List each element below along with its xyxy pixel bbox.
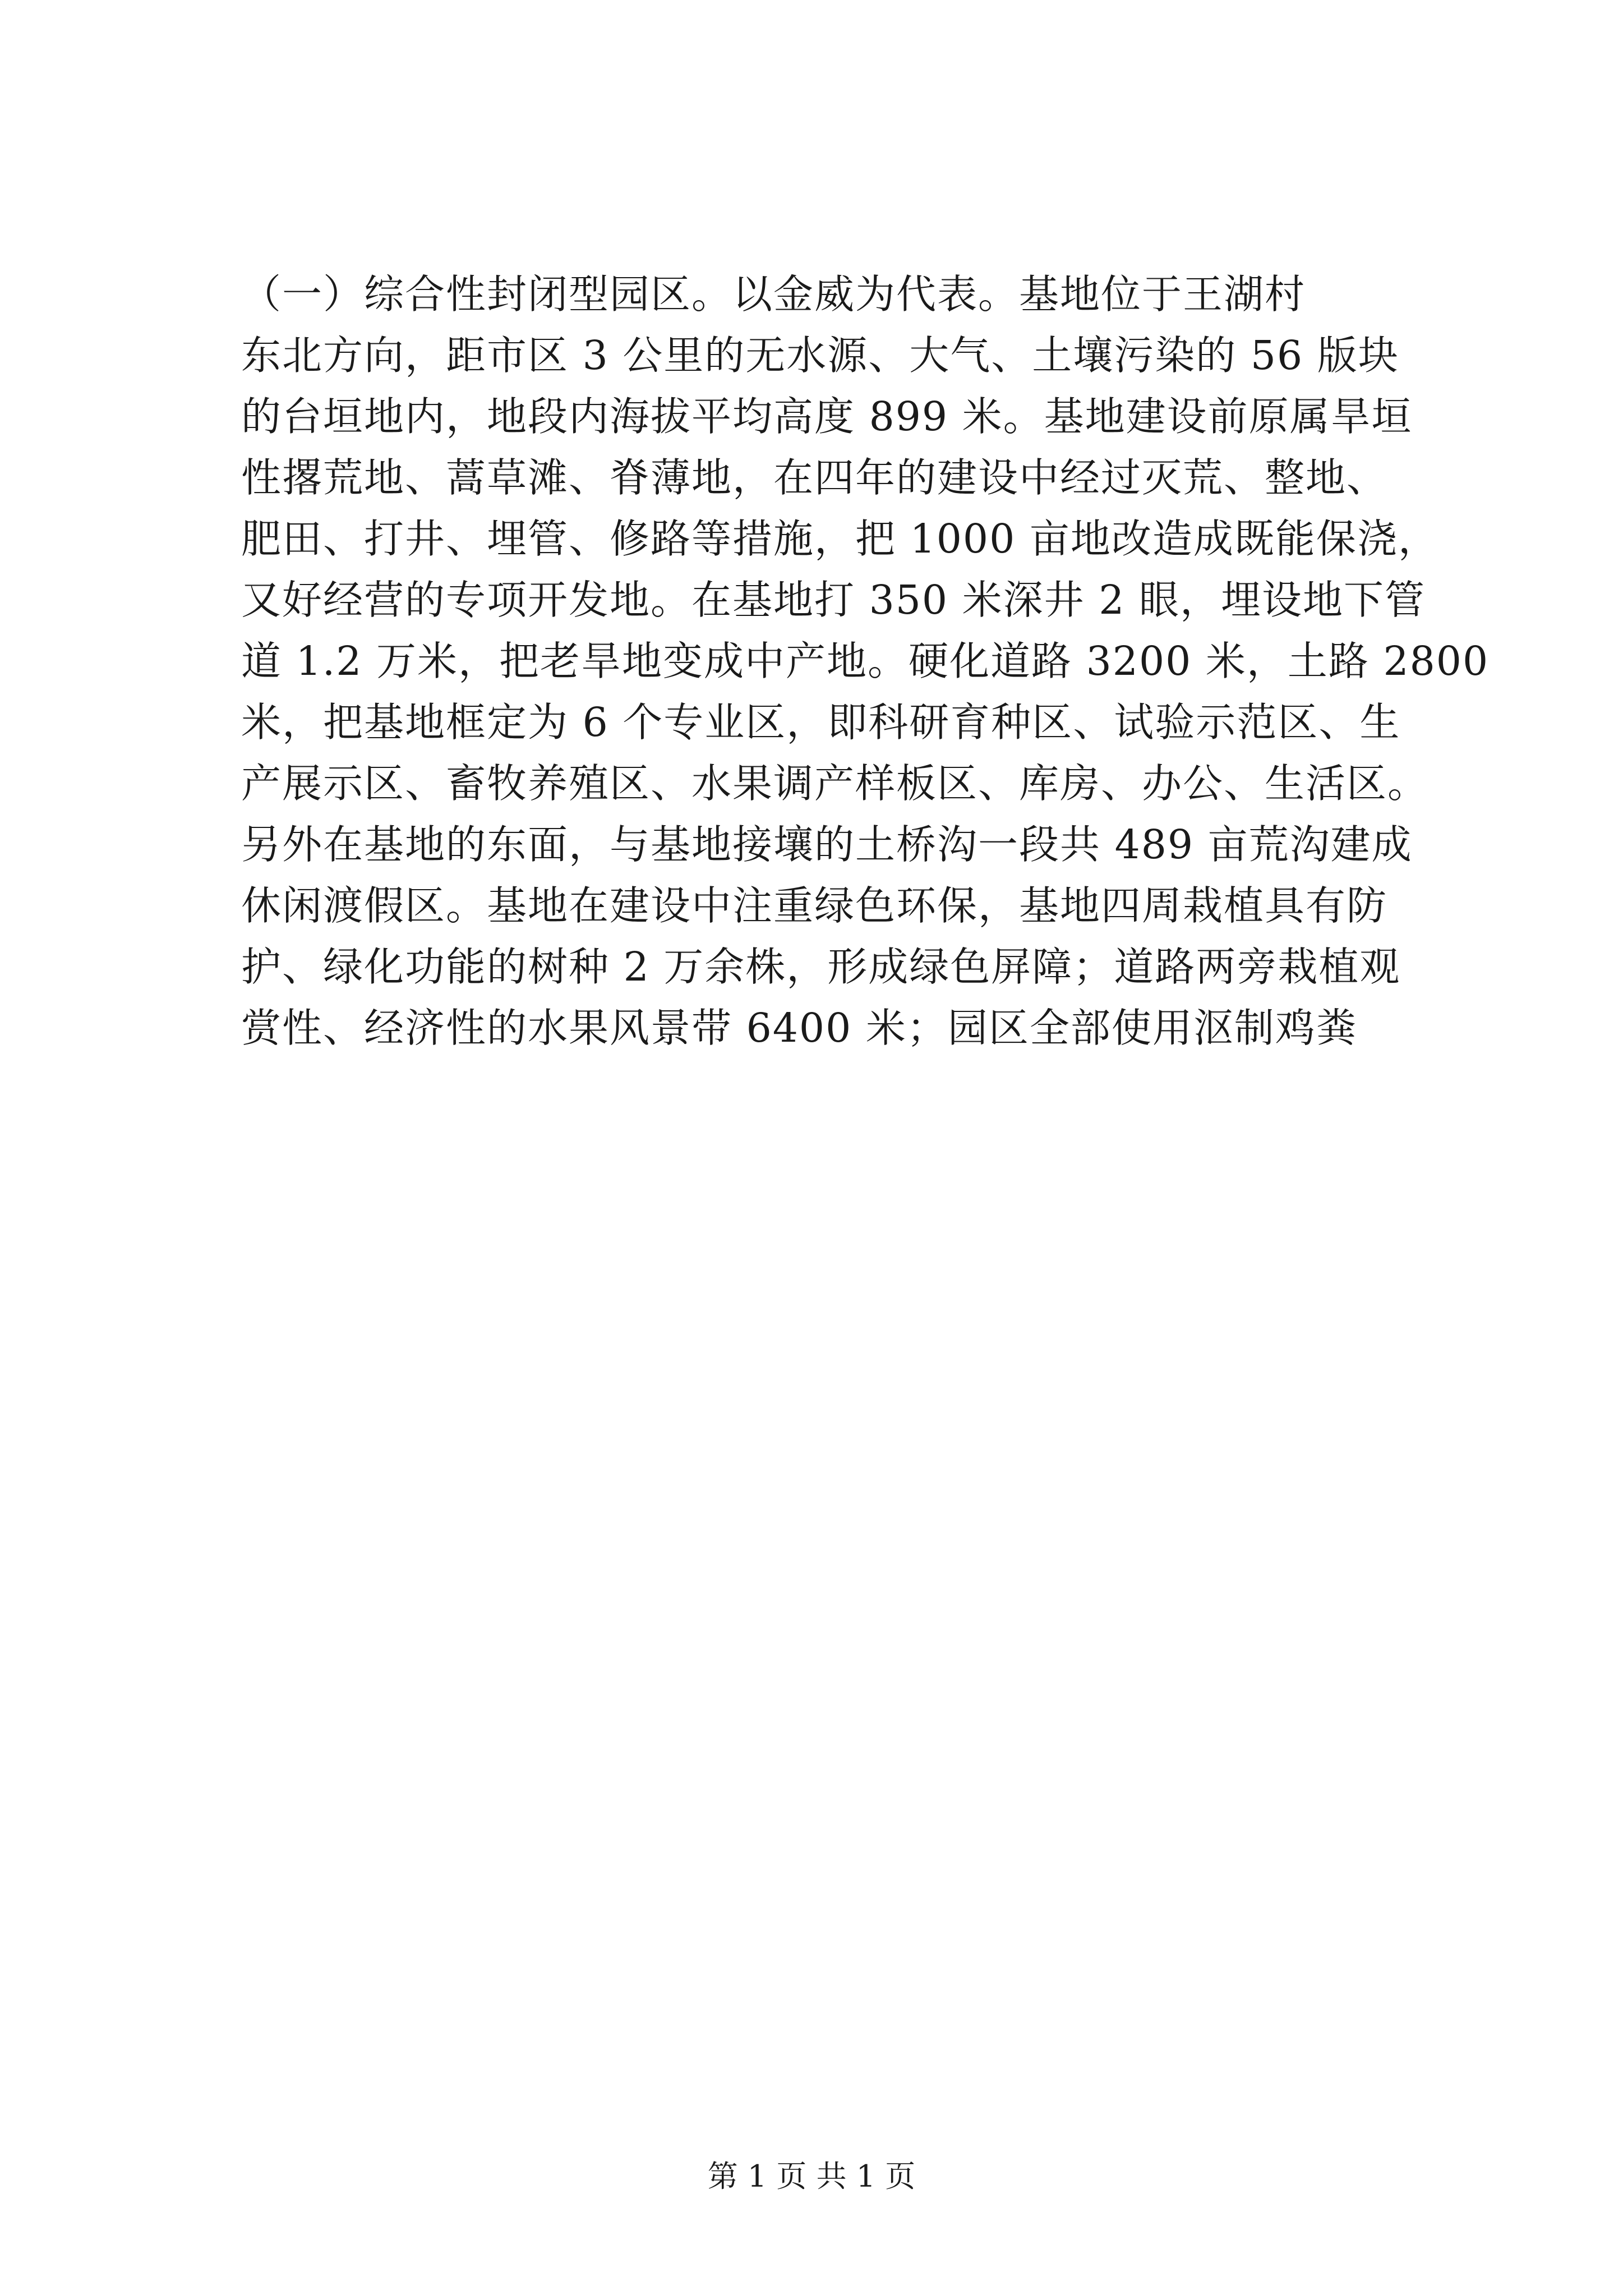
paragraph-line: 产展示区、畜牧养殖区、水果调产样板区、库房、办公、生活区。 — [241, 760, 1429, 807]
paragraph-line: 肥田、打井、埋管、修路等措施，把 1000 亩地改造成既能保浇， — [241, 516, 1439, 562]
paragraph-line: 另外在基地的东面，与基地接壤的土桥沟一段共 489 亩荒沟建成 — [241, 821, 1413, 868]
paragraph-line: 护、绿化功能的树种 2 万余株，形成绿色屏障；道路两旁栽植观 — [241, 944, 1401, 990]
paragraph-line: （一）综合性封闭型园区。以金威为代表。基地位于王湖村 — [241, 271, 1306, 318]
paragraph-line: 休闲渡假区。基地在建设中注重绿色环保，基地四周栽植具有防 — [241, 882, 1388, 929]
paragraph-line: 的台垣地内，地段内海拔平均高度 899 米。基地建设前原属旱垣 — [241, 393, 1413, 440]
paragraph-line: 赏性、经济性的水果风景带 6400 米；园区全部使用沤制鸡粪 — [241, 1005, 1357, 1051]
paragraph-line: 米，把基地框定为 6 个专业区，即科研育种区、试验示范区、生 — [241, 699, 1401, 746]
paragraph-line: 又好经营的专项开发地。在基地打 350 米深井 2 眼，埋设地下管 — [241, 577, 1426, 623]
paragraph-line: 东北方向，距市区 3 公里的无水源、大气、土壤污染的 56 版块 — [241, 332, 1399, 379]
page-number-footer: 第 1 页 共 1 页 — [707, 2159, 916, 2194]
paragraph-line: 性撂荒地、蒿草滩、脊薄地，在四年的建设中经过灭荒、整地、 — [241, 454, 1388, 501]
paragraph-line: 道 1.2 万米，把老旱地变成中产地。硬化道路 3200 米，土路 2800 — [241, 638, 1490, 684]
body-paragraph — [241, 264, 1490, 1059]
